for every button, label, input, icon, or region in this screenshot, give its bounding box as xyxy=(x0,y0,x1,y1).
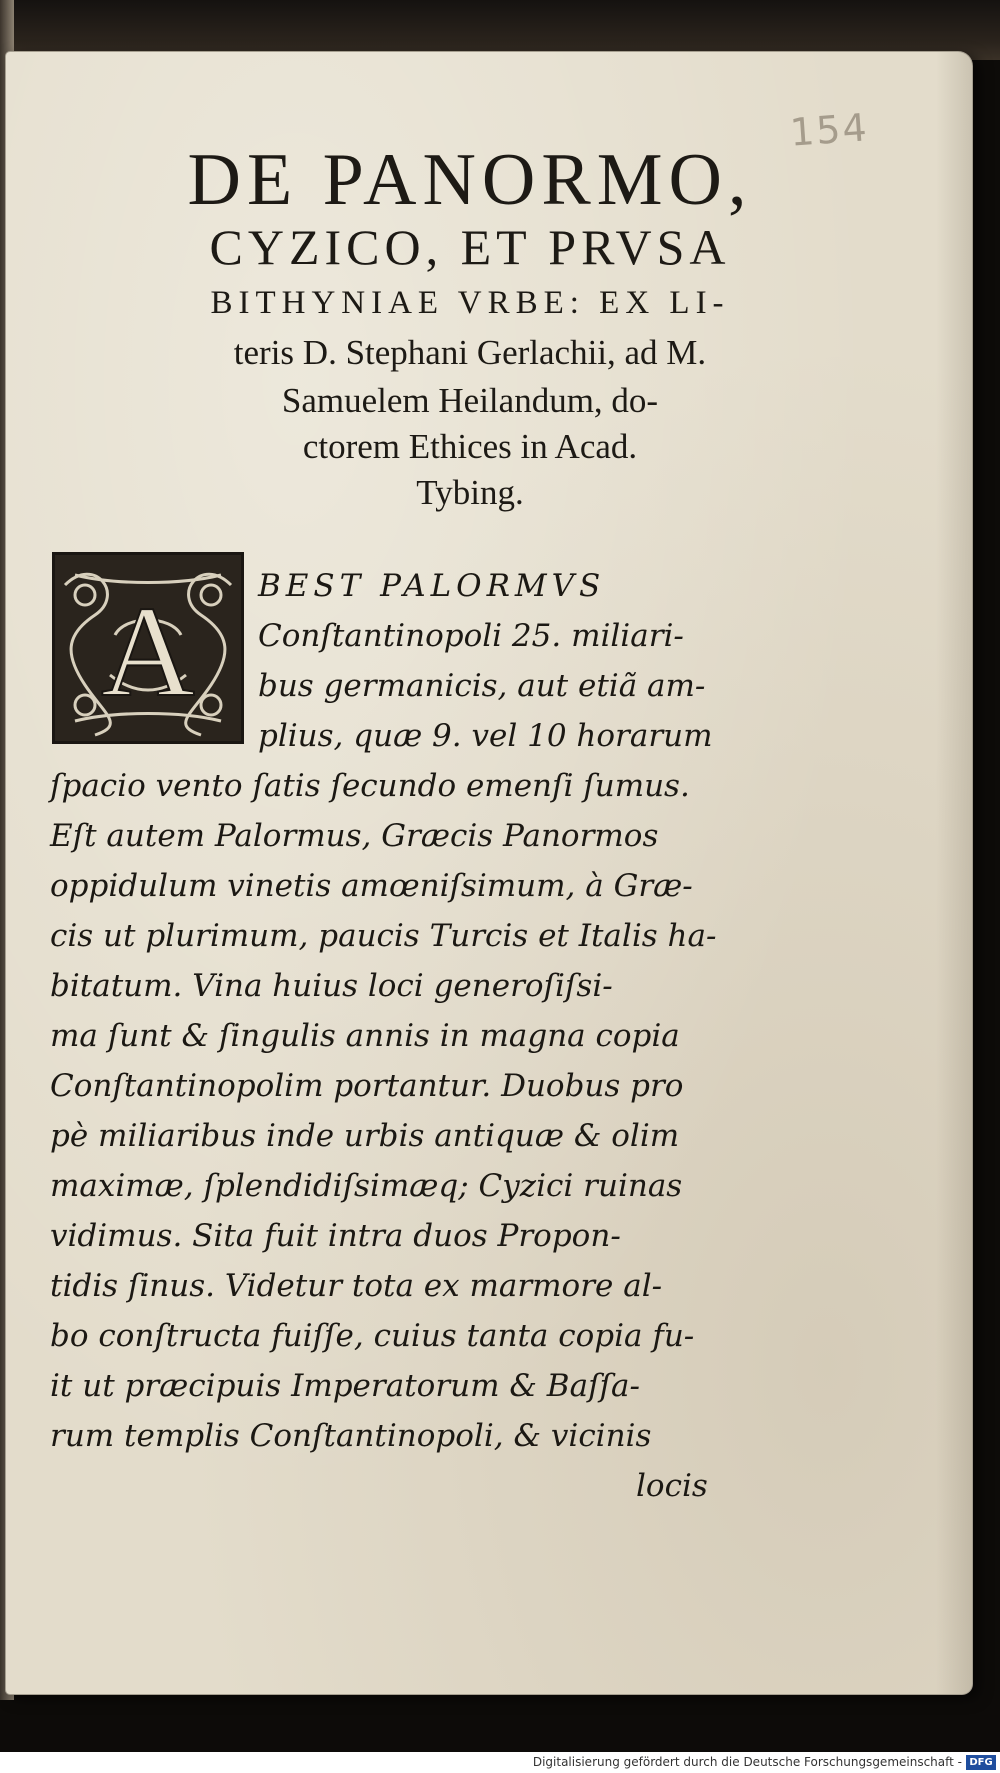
folio-number: 154 xyxy=(788,105,870,155)
scan-background-top xyxy=(0,0,1000,60)
body-line-9: bitatum. Vina huius loci generoſiſsi- xyxy=(50,968,613,1004)
body-line-1: BEST PALORMVS xyxy=(258,568,606,604)
title-line-4: teris D. Stephani Gerlachii, ad M. xyxy=(233,333,707,372)
ornament-icon xyxy=(55,555,241,741)
body-line-6: Eſt autem Palormus, Græcis Panormos xyxy=(50,818,659,854)
title-line-7: Tybing. xyxy=(416,473,524,512)
body-line-3: bus germanicis, aut etiã am- xyxy=(258,668,706,704)
body-line-16: bo conſtructa fuiſſe, cuius tanta copia fu- xyxy=(50,1318,695,1354)
body-line-15: tidis ſinus. Videtur tota ex marmore al- xyxy=(50,1268,663,1304)
title-line-3: BITHYNIAE VRBE: EX LI- xyxy=(210,285,730,321)
title-line-1: DE PANORMO, xyxy=(187,139,753,221)
title-line-2: CYZICO, ET PRVSA xyxy=(209,219,731,275)
body-line-5: ſpacio vento ſatis ſecundo emenſi ſumus. xyxy=(50,768,690,804)
body-line-13: maximæ, ſplendidiſsimæq; Cyzici ruinas xyxy=(50,1168,683,1204)
body-line-10: ma ſunt & ſingulis annis in magna copia xyxy=(50,1018,680,1054)
body-line-14: vidimus. Sita fuit intra duos Propon- xyxy=(50,1218,621,1254)
catchword: locis xyxy=(636,1468,708,1504)
body-line-8: cis ut plurimum, paucis Turcis et Italis ha- xyxy=(50,918,717,954)
body-line-18: rum templis Conſtantinopoli, & vicinis xyxy=(50,1418,652,1454)
decorated-initial-a xyxy=(52,552,244,744)
dfg-logo-icon: DFG xyxy=(966,1755,996,1770)
body-line-17: it ut præcipuis Imperatorum & Baſſa- xyxy=(50,1368,640,1404)
title-line-6: ctorem Ethices in Acad. xyxy=(302,427,638,466)
body-line-12: pè miliaribus inde urbis antiquæ & olim xyxy=(50,1118,680,1154)
funding-credit: Digitalisierung gefördert durch die Deutsche Forschungsgemeinschaft - xyxy=(532,1755,962,1769)
footer-bar xyxy=(0,1752,1000,1773)
body-line-11: Conſtantinopolim portantur. Duobus pro xyxy=(50,1068,684,1104)
body-line-4: plius, quæ 9. vel 10 horarum xyxy=(258,718,713,754)
body-line-7: oppidulum vinetis amœniſsimum, à Græ- xyxy=(50,868,693,904)
title-line-5: Samuelem Heilandum, do- xyxy=(281,381,659,420)
body-line-2: Conſtantinopoli 25. miliari- xyxy=(258,618,684,654)
drop-cap-letter: A xyxy=(101,580,195,724)
